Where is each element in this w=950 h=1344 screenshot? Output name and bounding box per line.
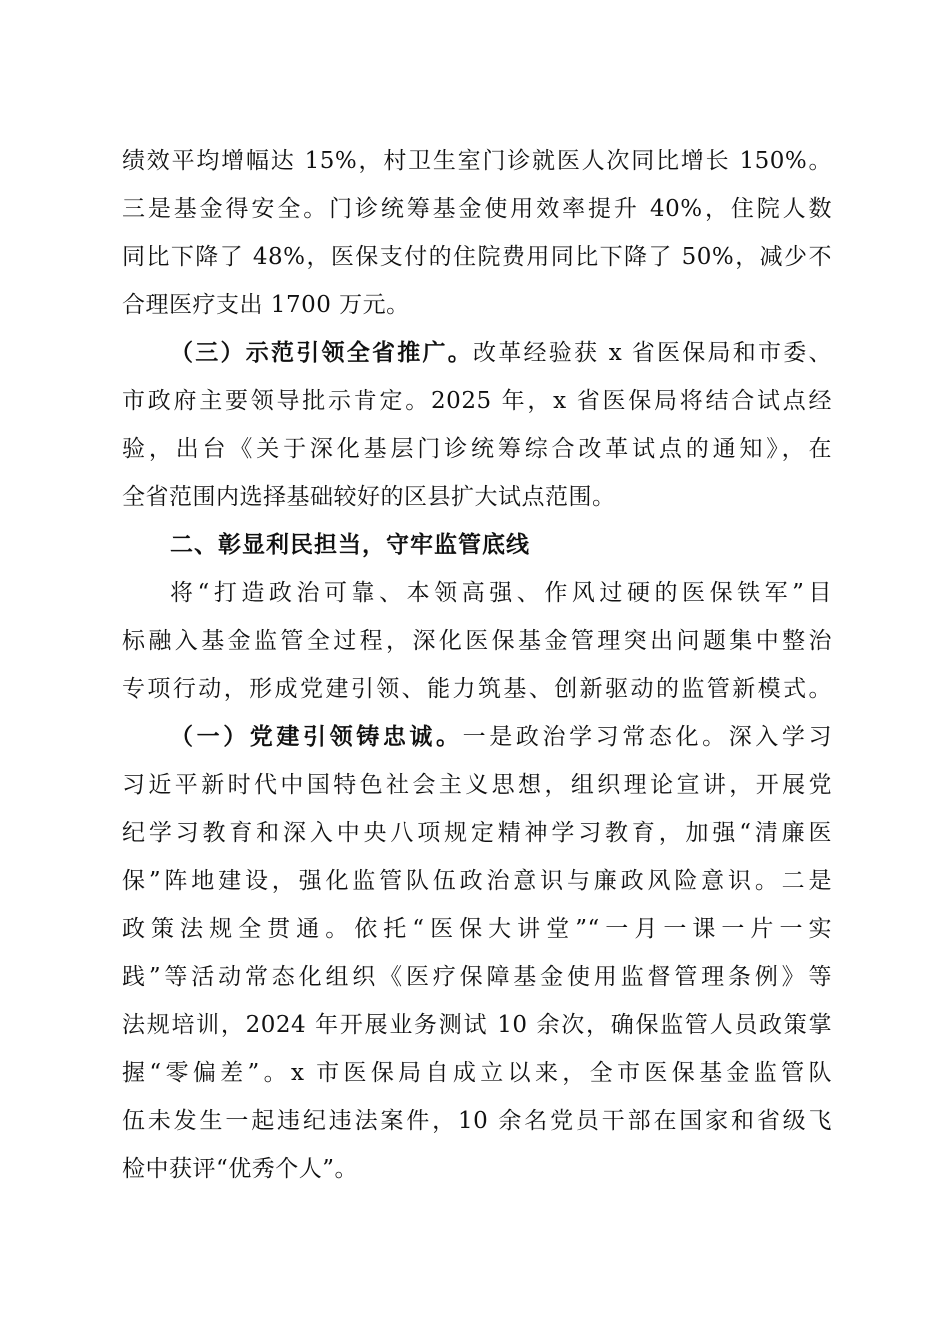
text-line: 标融入基金监管全过程，深化医保基金管理突出问题集中整治: [122, 628, 832, 654]
section-one-first-line-rest: 一是政治学习常态化。深入学习: [462, 724, 833, 750]
section-one-first-line: [170, 713, 832, 761]
text-line: 握“零偏差”。x 市医保局自成立以来，全市医保基金监管队: [122, 1060, 832, 1086]
text-line: 合理医疗支出 1700 万元。: [122, 292, 410, 318]
section-three-first-line: [170, 329, 832, 377]
text-line: 专项行动，形成党建引领、能力筑基、创新驱动的监管新模式。: [122, 676, 832, 702]
text-line: 市政府主要领导批示肯定。2025 年，x 省医保局将结合试点经: [122, 388, 832, 414]
text-line: 纪学习教育和深入中央八项规定精神学习教育，加强“清廉医: [122, 820, 832, 846]
text-line: 政策法规全贯通。依托“医保大讲堂”“一月一课一片一实: [122, 916, 832, 942]
section-three-lead: （三）示范引领全省推广。: [170, 340, 473, 366]
text-line: 验，出台《关于深化基层门诊统筹综合改革试点的通知》，在: [122, 436, 832, 462]
text-line: 绩效平均增幅达 15%，村卫生室门诊就医人次同比增长 150%。: [122, 148, 832, 174]
text-line: 三是基金得安全。门诊统筹基金使用效率提升 40%，住院人数: [122, 196, 832, 222]
text-line: 保”阵地建设，强化监管队伍政治意识与廉政风险意识。二是: [122, 868, 832, 894]
text-line: 践”等活动常态化组织《医疗保障基金使用监督管理条例》等: [122, 964, 832, 990]
section-three-first-line-rest: 改革经验获 x 省医保局和市委、: [472, 340, 833, 366]
section-heading: 二、彰显利民担当，守牢监管底线: [170, 532, 530, 558]
text-line: 同比下降了 48%，医保支付的住院费用同比下降了 50%，减少不: [122, 244, 832, 270]
text-line: 检中获评“优秀个人”。: [122, 1156, 359, 1182]
section-one-lead: （一）党建引领铸忠诚。: [170, 724, 463, 750]
text-line: 伍未发生一起违纪违法案件，10 余名党员干部在国家和省级飞: [122, 1108, 832, 1134]
text-line: 法规培训，2024 年开展业务测试 10 余次，确保监管人员政策掌: [122, 1012, 832, 1038]
text-line: 习近平新时代中国特色社会主义思想，组织理论宣讲，开展党: [122, 772, 832, 798]
text-line: 全省范围内选择基础较好的区县扩大试点范围。: [122, 484, 616, 510]
text-line: 将“打造政治可靠、本领高强、作风过硬的医保铁军”目: [170, 580, 832, 606]
